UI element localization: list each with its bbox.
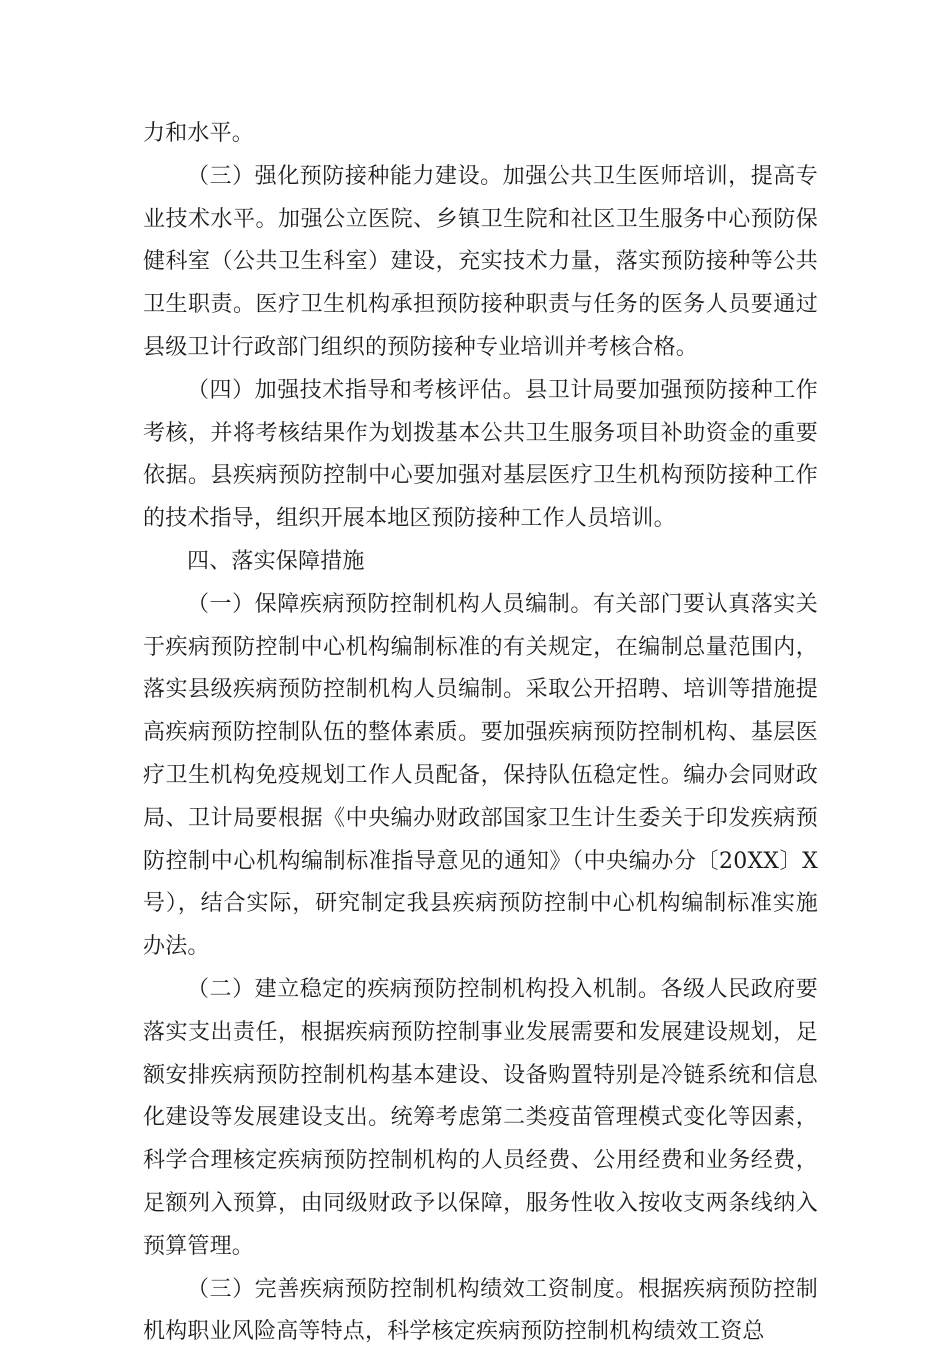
paragraph-staffing: （一）保障疾病预防控制机构人员编制。有关部门要认真落实关于疾病预防控制中心机构编制标准的有关规定，在编制总量范围内，落实县级疾病预防控制机构人员编制。采取公开招聘、培训等措施提高疾病预防控制队伍的整体素质。要加强疾病预防控制机构、基层医疗卫生机构免疫规划工作人员配备，保持队伍稳定性。编办会同财政局、卫计局要根据《中央编办财政部国家卫生计生委关于印发疾病预防控制中心机构编制标准指导意见的通知》（中央编办分〔20XX〕X号），结合实际，研究制定我县疾病预防控制中心机构编制标准实施办法。 — [143, 591, 818, 960]
paragraph-continuation: 力和水平。 — [143, 121, 255, 146]
paragraph-funding: （二）建立稳定的疾病预防控制机构投入机制。各级人民政府要落实支出责任，根据疾病预防控制事业发展需要和发展建设规划，足额安排疾病预防控制机构基本建设、设备购置特别是冷链系统和信息化建设等发展建设支出。统筹考虑第二类疫苗管理模式变化等因素，科学合理核定疾病预防控制机构的人员经费、公用经费和业务经费，足额列入预算，由同级财政予以保障，服务性收入按收支两条线纳入预算管理。 — [143, 976, 818, 1259]
paragraph-section-3-capacity: （三）强化预防接种能力建设。加强公共卫生医师培训，提高专业技术水平。加强公立医院、乡镇卫生院和社区卫生服务中心预防保健科室（公共卫生科室）建设，充实技术力量，落实预防接种等公共卫生职责。医疗卫生机构承担预防接种职责与任务的医务人员要通过县级卫计行政部门组织的预防接种专业培训并考核合格。 — [143, 163, 818, 360]
section-heading-safeguards: 四、落实保障措施 — [187, 548, 365, 574]
document-body — [143, 113, 818, 1354]
paragraph-performance-pay: （三）完善疾病预防控制机构绩效工资制度。根据疾病预防控制机构职业风险高等特点，科学核定疾病预防控制机构绩效工资总 — [143, 1276, 818, 1345]
paragraph-section-4-guidance: （四）加强技术指导和考核评估。县卫计局要加强预防接种工作考核，并将考核结果作为划拨基本公共卫生服务项目补助资金的重要依据。县疾病预防控制中心要加强对基层医疗卫生机构预防接种工作的技术指导，组织开展本地区预防接种工作人员培训。 — [143, 377, 818, 532]
